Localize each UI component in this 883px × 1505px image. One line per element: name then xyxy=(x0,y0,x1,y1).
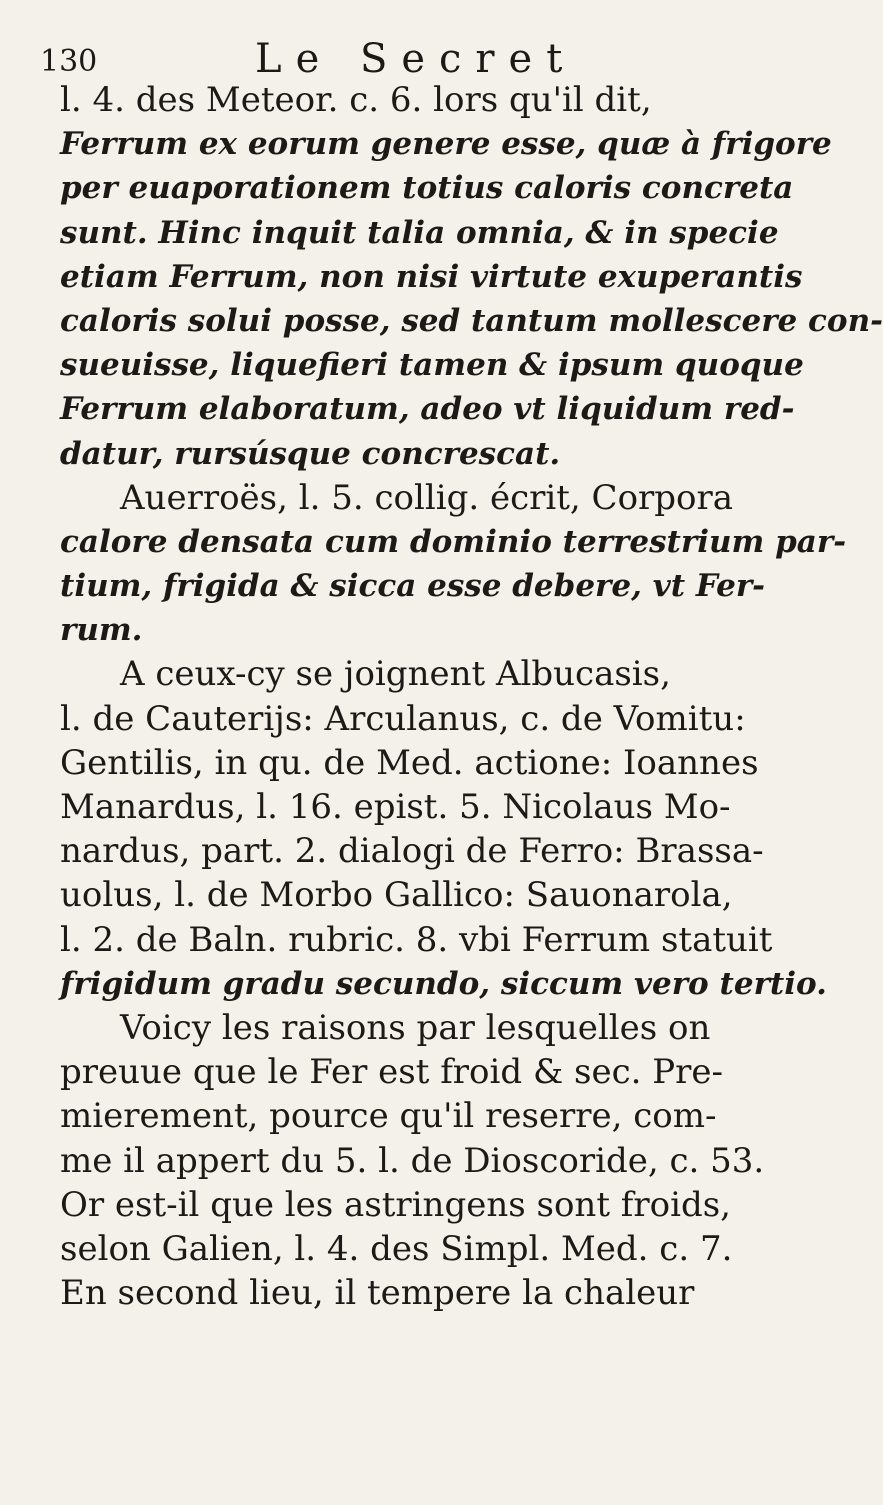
text-line: Ferrum elaboratum, adeo vt liquidum red- xyxy=(60,391,795,428)
text-line: sueuisse, liquefieri tamen & ipsum quoque xyxy=(60,347,804,384)
text-line: Voicy les raisons par lesquelles on xyxy=(120,1007,711,1048)
text-line: me il appert du 5. l. de Dioscoride, c. 53. xyxy=(60,1140,765,1181)
text-line: rum. xyxy=(60,612,143,649)
text-line: Or est-il que les astringens sont froids, xyxy=(60,1184,731,1225)
running-title: Le Secret xyxy=(255,36,577,82)
text-line: A ceux-cy se joignent Albucasis, xyxy=(120,654,671,695)
text-line: mierement, pource qu'il reserre, com- xyxy=(60,1096,717,1137)
text-line: l. 4. des Meteor. c. 6. lors qu'il dit, xyxy=(60,80,652,120)
text-line: sunt. Hinc inquit talia omnia, & in specie xyxy=(60,214,779,251)
text-line: Ferrum ex eorum genere esse, quæ à frigore xyxy=(60,126,832,163)
text-body xyxy=(60,78,883,1315)
text-line: caloris solui posse, sed tantum mollescere con- xyxy=(60,302,883,339)
text-line: l. 2. de Baln. rubric. 8. vbi Ferrum statuit xyxy=(60,919,773,960)
text-line: datur, rursúsque concrescat. xyxy=(60,435,561,472)
text-line: etiam Ferrum, non nisi virtute exuperantis xyxy=(60,258,803,295)
text-line: Gentilis, in qu. de Med. actione: Ioannes xyxy=(60,742,759,783)
page-number: 130 xyxy=(40,44,98,79)
text-line: l. de Cauterijs: Arculanus, c. de Vomitu: xyxy=(60,698,746,739)
text-line: nardus, part. 2. dialogi de Ferro: Brassa- xyxy=(60,831,764,872)
text-line: calore densata cum dominio terrestrium par- xyxy=(60,523,847,560)
text-line: preuue que le Fer est froid & sec. Pre- xyxy=(60,1052,723,1093)
text-line: En second lieu, il tempere la chaleur xyxy=(60,1273,695,1314)
text-line: uolus, l. de Morbo Gallico: Sauonarola, xyxy=(60,875,733,916)
text-line: per euaporationem totius caloris concreta xyxy=(60,170,794,207)
text-line: Manardus, l. 16. epist. 5. Nicolaus Mo- xyxy=(60,787,731,827)
text-line: tium, frigida & sicca esse debere, vt Fer- xyxy=(60,568,766,605)
text-line: Auerroës, l. 5. collig. écrit, Corpora xyxy=(120,477,734,518)
text-line: frigidum gradu secundo, siccum vero tertio. xyxy=(60,965,827,1002)
text-line: selon Galien, l. 4. des Simpl. Med. c. 7. xyxy=(60,1228,733,1269)
